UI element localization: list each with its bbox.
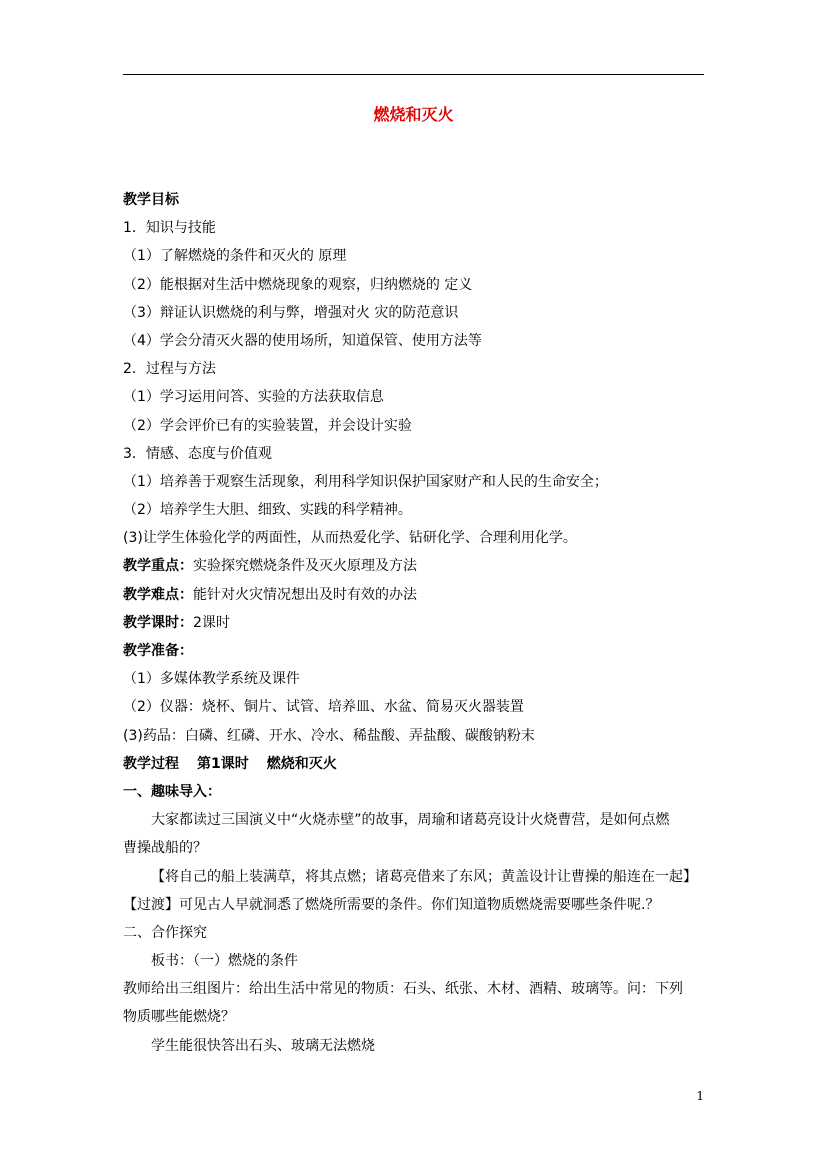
class-hours-text: 2课时 <box>193 614 230 631</box>
list-item: （2）仪器：烧杯、铜片、试管、培养皿、水盆、简易灭火器装置 <box>123 699 524 716</box>
document-title: 燃烧和灭火 <box>373 105 454 124</box>
paragraph-line: 教师给出三组图片：给出生活中常见的物质：石头、纸张、木材、酒精、玻璃等。问：下列 <box>123 981 683 998</box>
subheading: 3．情感、态度与价值观 <box>123 445 272 462</box>
key-points-text: 实验探究燃烧条件及灭火原理及方法 <box>193 558 417 575</box>
list-item: (3)药品：白磷、红磷、开水、冷水、稀盐酸、弄盐酸、碳酸钠粉末 <box>123 727 535 744</box>
list-item: （1）学习运用问答、实验的方法获取信息 <box>123 389 384 406</box>
key-points <box>123 552 704 580</box>
list-item: （2）能根据对生活中燃烧现象的观察，归纳燃烧的 定义 <box>123 276 473 293</box>
document-body <box>123 186 704 1060</box>
list-item: （1）培养善于观察生活现象，利用科学知识保护国家财产和人民的生命安全； <box>123 473 608 490</box>
list-item: （1）多媒体教学系统及课件 <box>123 671 300 688</box>
process-label: 教学过程 <box>123 755 179 772</box>
paragraph-line: 曹操战船的？ <box>123 840 207 857</box>
list-item: （1）了解燃烧的条件和灭火的 原理 <box>123 248 347 265</box>
header-rule <box>123 74 704 75</box>
process-heading <box>123 750 704 778</box>
preparation-heading: 教学准备： <box>123 643 193 659</box>
list-item: (3)让学生体验化学的两面性，从而热爱化学、钻研化学、合理利用化学。 <box>123 530 577 547</box>
page-number: 1 <box>696 1089 704 1103</box>
section-heading: 二、合作探究 <box>123 924 207 941</box>
paragraph-line: 【将自己的船上装满草，将其点燃；诸葛亮借来了东风；黄盖设计让曹操的船连在一起】 <box>151 868 697 885</box>
paragraph-line: 学生能很快答出石头、玻璃无法燃烧 <box>151 1037 375 1054</box>
list-item: （3）辩证认识燃烧的利与弊，增强对火 灾的防范意识 <box>123 304 459 321</box>
paragraph-line: 物质哪些能燃烧？ <box>123 1009 235 1026</box>
paragraph-line: 大家都读过三国演义中“火烧赤壁”的故事，周瑜和诸葛亮设计火烧曹营，是如何点燃 <box>151 812 670 829</box>
paragraph-line: 【过渡】可见古人早就洞悉了燃烧所需要的条件。你们知道物质燃烧需要哪些条件呢.？ <box>123 896 660 913</box>
difficult-points <box>123 581 704 609</box>
list-item: （2）培养学生大胆、细致、实践的科学精神。 <box>123 502 412 519</box>
list-item: （2）学会评价已有的实验装置，并会设计实验 <box>123 417 412 434</box>
lesson-topic: 燃烧和灭火 <box>266 755 337 772</box>
class-hours-label: 教学课时： <box>123 614 193 631</box>
difficult-points-text: 能针对火灾情况想出及时有效的办法 <box>193 586 417 603</box>
subheading: 2．过程与方法 <box>123 361 216 378</box>
difficult-points-label: 教学难点： <box>123 586 193 603</box>
list-item: （4）学会分清灭火器的使用场所，知道保管、使用方法等 <box>123 332 482 349</box>
class-hours <box>123 609 704 637</box>
heading-teaching-goals: 教学目标 <box>123 192 179 208</box>
key-points-label: 教学重点： <box>123 558 193 575</box>
paragraph-line: 板书：（一）燃烧的条件 <box>151 953 298 970</box>
section-heading: 一、趣味导入： <box>123 783 221 800</box>
subheading: 1．知识与技能 <box>123 220 216 237</box>
lesson-number: 第1课时 <box>197 755 249 772</box>
